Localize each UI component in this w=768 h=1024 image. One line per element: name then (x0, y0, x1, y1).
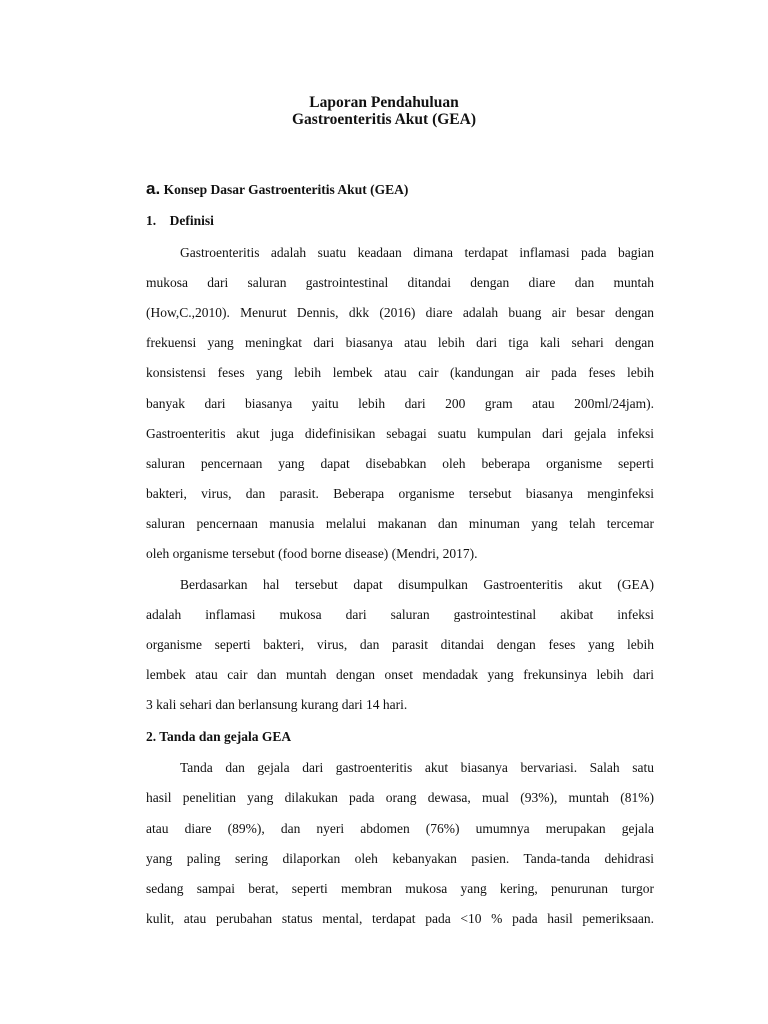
document-subtitle: Gastroenteritis Akut (GEA) (292, 111, 476, 128)
paragraph-line: 3 kali sehari dan berlansung kurang dari 14 hari. (146, 697, 408, 712)
paragraph-line: frekuensi yang meningkat dari biasanya atau lebih dari tiga kali sehari dengan (146, 335, 654, 350)
paragraph-line: sedang sampai berat, seperti membran mukosa yang kering, penurunan turgor (146, 881, 654, 896)
paragraph-line: lembek atau cair dan muntah dengan onset mendadak yang frekunsinya lebih dari (146, 667, 654, 682)
section-a-heading (146, 180, 408, 199)
paragraph-line: oleh organisme tersebut (food borne disease) (Mendri, 2017). (146, 546, 478, 561)
paragraph-line: Gastroenteritis akut juga didefinisikan sebagai suatu kumpulan dari gejala infeksi (146, 426, 654, 441)
heading-tanda-gejala: 2. Tanda dan gejala GEA (146, 729, 292, 744)
paragraph-line: kulit, atau perubahan status mental, terdapat pada <10 % pada hasil pemeriksaan. (146, 911, 654, 926)
paragraph-line: konsistensi feses yang lebih lembek atau cair (kandungan air pada feses lebih (146, 365, 654, 380)
paragraph-line: atau diare (89%), dan nyeri abdomen (76%) umumnya merupakan gejala (146, 821, 654, 836)
document-title: Laporan Pendahuluan (309, 94, 459, 111)
paragraph-line: Tanda dan gejala dari gastroenteritis akut biasanya bervariasi. Salah satu (180, 760, 654, 775)
paragraph-line: bakteri, virus, dan parasit. Beberapa organisme tersebut biasanya menginfeksi (146, 486, 654, 501)
section-a-title: Konsep Dasar Gastroenteritis Akut (GEA) (163, 182, 409, 197)
paragraph-line: saluran pencernaan yang dapat disebabkan oleh beberapa organisme seperti (146, 456, 654, 471)
heading-definisi: 1. Definisi (146, 213, 214, 228)
paragraph-line: organisme seperti bakteri, virus, dan parasit ditandai dengan feses yang lebih (146, 637, 654, 652)
paragraph-line: yang paling sering dilaporkan oleh kebanyakan pasien. Tanda-tanda dehidrasi (146, 851, 654, 866)
paragraph-line: adalah inflamasi mukosa dari saluran gastrointestinal akibat infeksi (146, 607, 654, 622)
paragraph-line: Berdasarkan hal tersebut dapat disumpulkan Gastroenteritis akut (GEA) (180, 577, 654, 592)
paragraph-line: banyak dari biasanya yaitu lebih dari 200 gram atau 200ml/24jam). (146, 396, 654, 411)
paragraph-line: hasil penelitian yang dilakukan pada orang dewasa, mual (93%), muntah (81%) (146, 790, 654, 805)
section-a-letter: a. (146, 179, 161, 198)
paragraph-line: mukosa dari saluran gastrointestinal ditandai dengan diare dan muntah (146, 275, 654, 290)
paragraph-line: Gastroenteritis adalah suatu keadaan dimana terdapat inflamasi pada bagian (180, 245, 654, 260)
paragraph-line: saluran pencernaan manusia melalui makanan dan minuman yang telah tercemar (146, 516, 654, 531)
paragraph-line: (How,C.,2010). Menurut Dennis, dkk (2016) diare adalah buang air besar dengan (146, 305, 654, 320)
